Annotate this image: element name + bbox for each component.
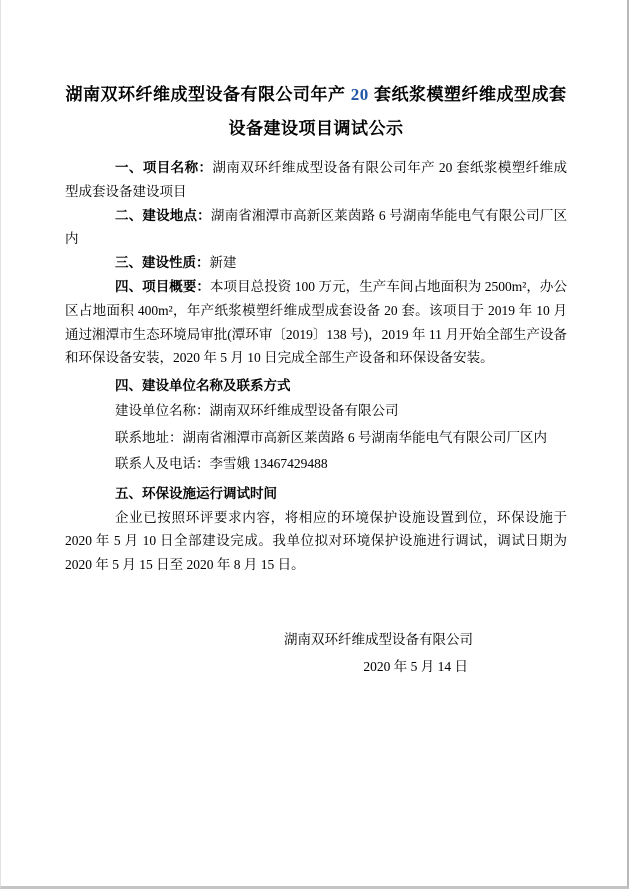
section-project-name bbox=[65, 156, 567, 204]
document-content bbox=[1, 0, 627, 680]
section-summary bbox=[65, 275, 567, 370]
title-number-highlight: 20 bbox=[350, 85, 369, 104]
section-project-name-label: 一、项目名称： bbox=[115, 160, 213, 175]
section-summary-text: 本项目总投资 100 万元，生产车间占地面积为 2500m²，办公区占地面积 400m²，年产纸浆模塑纤维成型成套设备 20 套。该项目于 2019 年 10 月通过湘潭市生态环境局审批(潭环审〔2019〕138 号)，2019 年 11 月开始全部生产设备和环保设备安装，2020 年 5 月 10 日完成全部生产设备和环保设备安装。 bbox=[65, 278, 567, 366]
section-location-label: 二、建设地点： bbox=[115, 207, 211, 223]
section-debug-heading: 五、环保设施运行调试时间 bbox=[115, 485, 277, 501]
contact-phone-line: 联系人及电话：李雪娥 13467429488 bbox=[115, 456, 328, 472]
section-location bbox=[65, 204, 567, 252]
section-contact-heading: 四、建设单位名称及联系方式 bbox=[115, 378, 291, 394]
section-location-text: 湖南省湘潭市高新区莱茵路 6 号湖南华能电气有限公司厂区内 bbox=[65, 207, 568, 247]
contact-address-line: 联系地址：湖南省湘潭市高新区莱茵路 6 号湖南华能电气有限公司厂区内 bbox=[115, 429, 547, 445]
contact-company-line: 建设单位名称：湖南双环纤维成型设备有限公司 bbox=[115, 403, 399, 419]
title-text-post: 套纸浆模塑纤维成型成套设备建设项目调试公示 bbox=[228, 85, 567, 138]
section-nature-label: 三、建设性质： bbox=[115, 255, 210, 271]
signature-block bbox=[65, 626, 567, 680]
signature-company: 湖南双环纤维成型设备有限公司 bbox=[284, 632, 473, 648]
section-debug-paragraph: 企业已按照环评要求内容，将相应的环境保护设施设置到位，环保设施于 2020 年 5 月 10 日全部建设完成。我单位拟对环境保护设施进行调试，调试日期为 2020 年 5 月 15 日至 2020 年 8 月 15 日。 bbox=[65, 509, 567, 573]
section-nature-text: 新建 bbox=[209, 255, 237, 271]
document-title bbox=[65, 78, 567, 146]
title-text-pre: 湖南双环纤维成型设备有限公司年产 bbox=[65, 85, 351, 104]
section-project-name-text: 湖南双环纤维成型设备有限公司年产 20 套纸浆模塑纤维成型成套设备建设项目 bbox=[65, 160, 568, 199]
section-nature bbox=[65, 251, 567, 275]
signature-date: 2020 年 5 月 14 日 bbox=[363, 659, 468, 675]
section-summary-label: 四、项目概要： bbox=[115, 278, 210, 294]
